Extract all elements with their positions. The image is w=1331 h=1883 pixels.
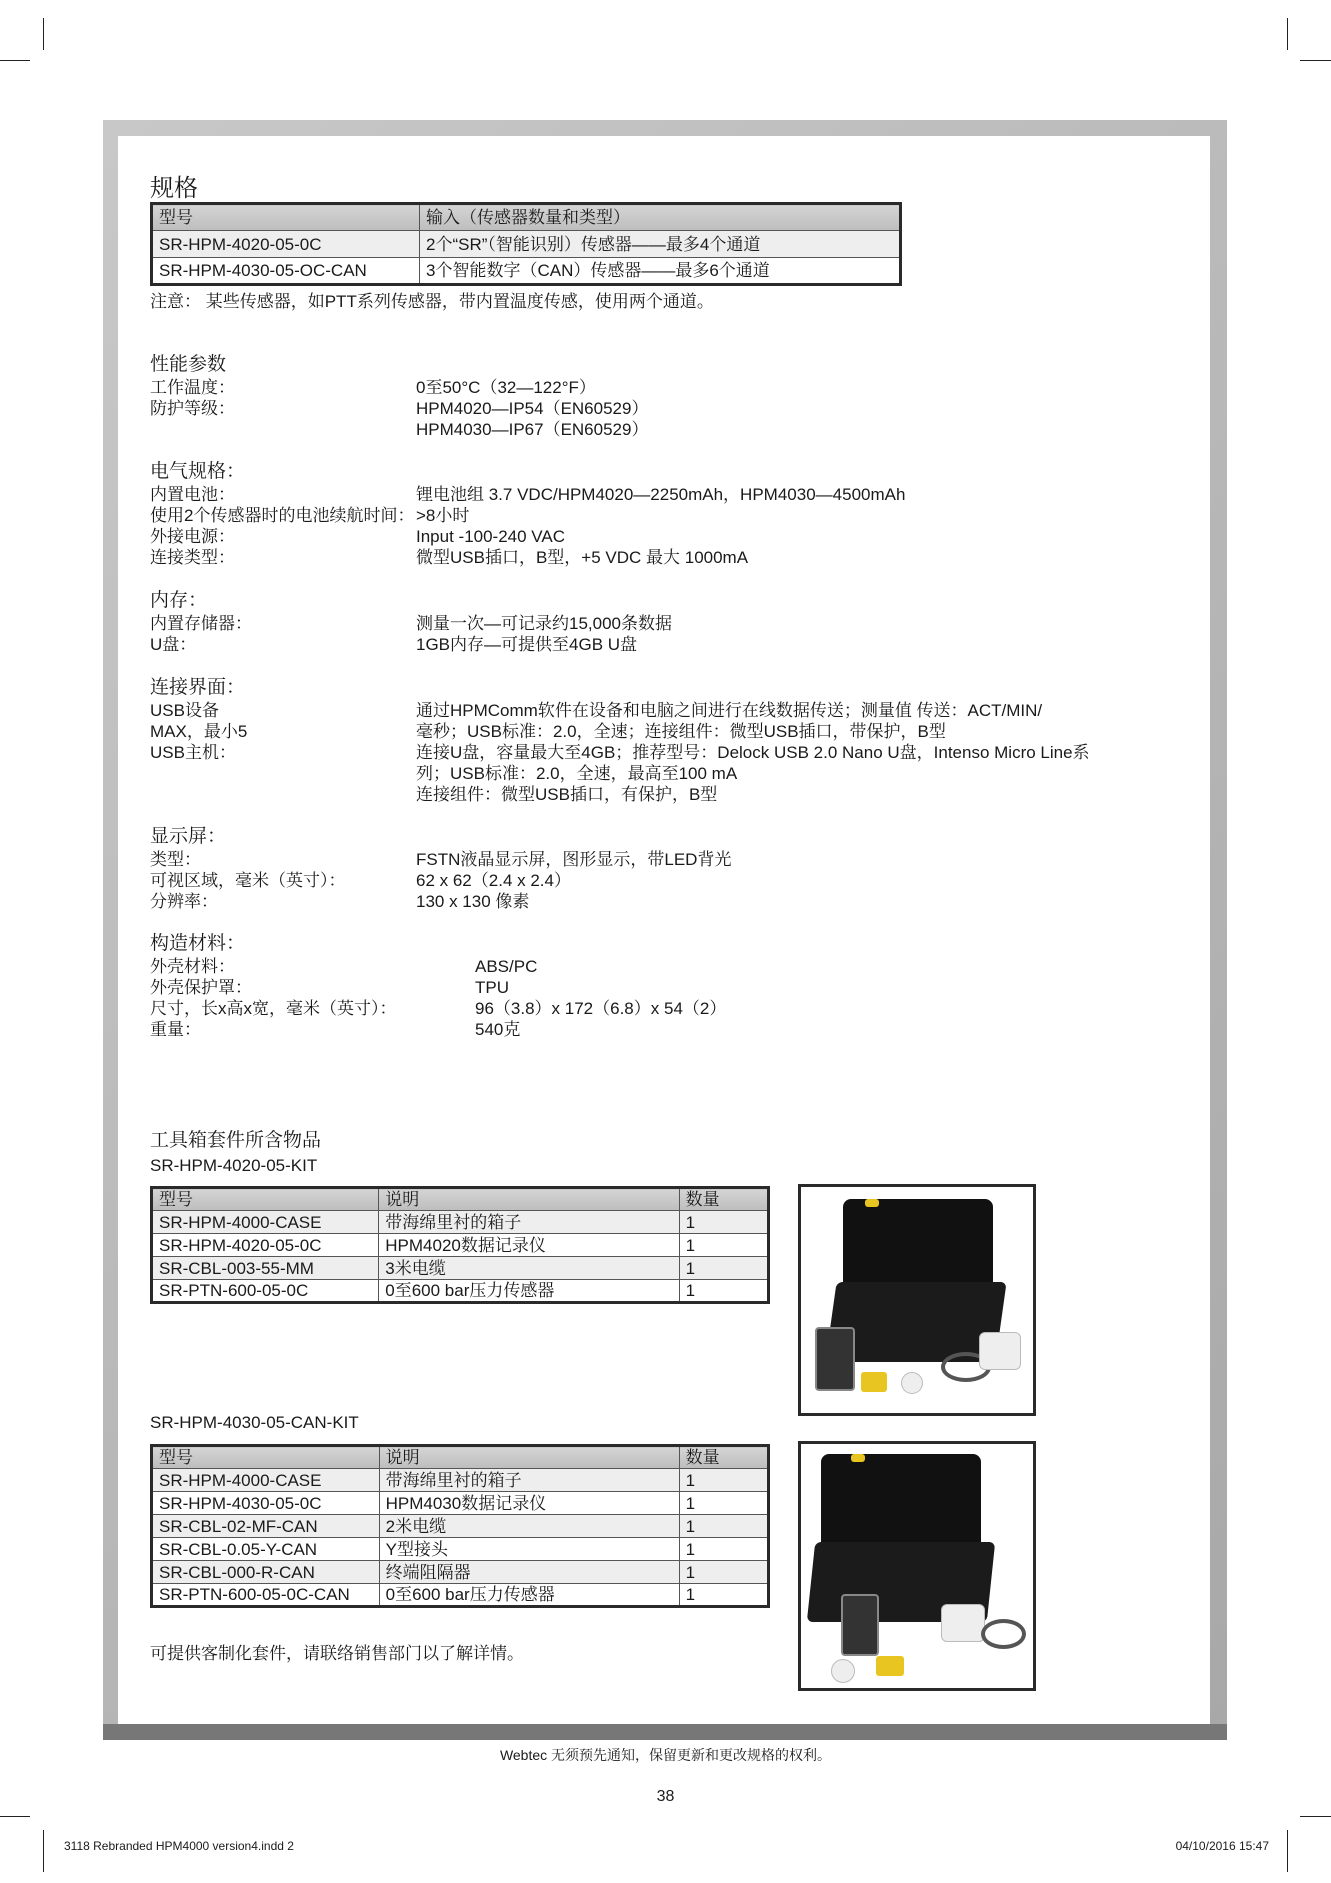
spec-label: 外壳保护罩：	[150, 978, 252, 997]
spec-label: 类型：	[150, 850, 201, 869]
spec-label: MAX，最小5	[150, 722, 248, 741]
col-header: 说明	[379, 1446, 679, 1469]
cell: SR-CBL-02-MF-CAN	[152, 1515, 380, 1538]
cell: SR-CBL-003-55-MM	[152, 1257, 379, 1280]
cell: 1	[679, 1538, 768, 1561]
spec-label: 防护等级：	[150, 399, 235, 418]
col-header: 数量	[679, 1188, 768, 1211]
spec-value: 540克	[475, 1020, 521, 1039]
cell: 1	[679, 1469, 768, 1492]
page-number: 38	[656, 1788, 675, 1805]
spec-value: 列；USB标准：2.0，全速，最高至100 mA	[416, 764, 738, 783]
col-header: 说明	[379, 1188, 679, 1211]
table-row	[152, 1211, 769, 1234]
cell: SR-HPM-4030-05-0C	[152, 1492, 380, 1515]
kit2-name: SR-HPM-4030-05-CAN-KIT	[150, 1413, 359, 1432]
spec-label: 分辨率：	[150, 892, 218, 911]
cell: 0至600 bar压力传感器	[379, 1584, 679, 1607]
cell: 1	[679, 1211, 768, 1234]
table-row	[152, 1538, 769, 1561]
cell: 带海绵里衬的箱子	[379, 1211, 679, 1234]
spec-label: 内置电池：	[150, 485, 235, 504]
spec-title: 规格	[150, 175, 198, 202]
spec-value: 62 x 62（2.4 x 2.4）	[416, 871, 571, 890]
cell: 1	[679, 1515, 768, 1538]
cell: SR-HPM-4020-05-0C	[152, 1234, 379, 1257]
section-title: 内存：	[150, 590, 208, 611]
spec-label: U盘：	[150, 635, 197, 654]
cell: 3个智能数字（CAN）传感器——最多6个通道	[420, 258, 901, 285]
col-header: 数量	[679, 1446, 768, 1469]
cell: SR-PTN-600-05-0C-CAN	[152, 1584, 380, 1607]
cell: 2个“SR”（智能识别）传感器——最多4个通道	[420, 231, 901, 258]
col-header: 型号	[152, 1188, 379, 1211]
table-row	[152, 1561, 769, 1584]
cell: SR-CBL-0.05-Y-CAN	[152, 1538, 380, 1561]
kit2-table	[150, 1444, 770, 1608]
col-header: 型号	[152, 204, 420, 231]
cell: SR-HPM-4020-05-0C	[152, 231, 420, 258]
spec-value: 锂电池组 3.7 VDC/HPM4020—2250mAh，HPM4030—4500mAh	[416, 485, 906, 504]
cell: SR-CBL-000-R-CAN	[152, 1561, 380, 1584]
table-row	[152, 1584, 769, 1607]
spec-value: Input -100-240 VAC	[416, 527, 565, 546]
spec-value: HPM4030—IP67（EN60529）	[416, 420, 649, 439]
spec-value: 微型USB插口，B型，+5 VDC 最大 1000mA	[416, 548, 749, 567]
spec-label: 可视区域，毫米（英寸）：	[150, 871, 346, 890]
crop-mark	[0, 60, 30, 61]
cell: SR-HPM-4000-CASE	[152, 1469, 380, 1492]
cell: 1	[679, 1584, 768, 1607]
spec-value: HPM4020—IP54（EN60529）	[416, 399, 649, 418]
section-title: 构造材料：	[150, 933, 246, 954]
spec-label: 外接电源：	[150, 527, 235, 546]
spec-label: 连接类型：	[150, 548, 235, 567]
cell: 1	[679, 1257, 768, 1280]
table-row	[152, 1280, 769, 1303]
spec-value: >8小时	[416, 506, 470, 525]
print-date: 04/10/2016 15:47	[1175, 1839, 1269, 1853]
model-table	[150, 202, 902, 286]
table-row	[152, 258, 901, 285]
section-title: 显示屏：	[150, 826, 227, 847]
spec-label: 尺寸，长x高x宽，毫米（英寸）：	[150, 999, 397, 1018]
col-header: 型号	[152, 1446, 380, 1469]
table-row	[152, 1515, 769, 1538]
spec-value: 1GB内存—可提供至4GB U盘	[416, 635, 638, 654]
spec-value: TPU	[475, 978, 509, 997]
spec-label: USB设备	[150, 701, 219, 720]
disclaimer: Webtec 无须预先通知，保留更新和更改规格的权利。	[499, 1747, 832, 1763]
cell: 1	[679, 1280, 768, 1303]
kits-title: 工具箱套件所含物品	[150, 1130, 322, 1151]
cell: 2米电缆	[379, 1515, 679, 1538]
spec-value: ABS/PC	[475, 957, 538, 976]
cell: 0至600 bar压力传感器	[379, 1280, 679, 1303]
cell: 带海绵里衬的箱子	[379, 1469, 679, 1492]
crop-mark	[1287, 1830, 1288, 1872]
crop-mark	[43, 1830, 44, 1872]
spec-value: 96（3.8）x 172（6.8）x 54（2）	[475, 999, 727, 1018]
cell: HPM4020数据记录仪	[379, 1234, 679, 1257]
col-header: 输入（传感器数量和类型）	[420, 204, 901, 231]
table-row	[152, 1234, 769, 1257]
spec-label: USB主机：	[150, 743, 236, 762]
table-row	[152, 1492, 769, 1515]
kit1-table	[150, 1186, 770, 1304]
cell: Y型接头	[379, 1538, 679, 1561]
spec-value: FSTN液晶显示屏，图形显示，带LED背光	[416, 850, 732, 869]
spec-label: 重量：	[150, 1020, 201, 1039]
kit2-photo	[798, 1441, 1036, 1691]
kit1-photo	[798, 1184, 1036, 1416]
spec-value: 连接U盘，容量最大至4GB；推荐型号：Delock USB 2.0 Nano U盘，Intenso Micro Line系	[416, 743, 1090, 762]
spec-value: 测量一次—可记录约15,000条数据	[416, 614, 672, 633]
crop-mark	[1287, 18, 1288, 50]
spec-label: 工作温度：	[150, 378, 235, 397]
spec-value: 0至50°C（32—122°F）	[416, 378, 596, 397]
cell: 终端阻隔器	[379, 1561, 679, 1584]
crop-mark	[1300, 60, 1331, 61]
file-name: 3118 Rebranded HPM4000 version4.indd 2	[64, 1839, 294, 1853]
cell: 1	[679, 1492, 768, 1515]
section-title: 性能参数	[150, 354, 227, 375]
spec-label: 内置存储器：	[150, 614, 252, 633]
table-row	[152, 231, 901, 258]
crop-mark	[43, 18, 44, 50]
spec-label: 使用2个传感器时的电池续航时间：	[150, 506, 415, 525]
cell: 3米电缆	[379, 1257, 679, 1280]
cell: SR-HPM-4000-CASE	[152, 1211, 379, 1234]
section-title: 电气规格：	[150, 461, 246, 482]
spec-value: 通过HPMComm软件在设备和电脑之间进行在线数据传送；测量值 传送：ACT/MIN/	[416, 701, 1043, 720]
spec-value: 130 x 130 像素	[416, 892, 530, 911]
cell: 1	[679, 1234, 768, 1257]
cell: HPM4030数据记录仪	[379, 1492, 679, 1515]
crop-mark	[0, 1816, 30, 1817]
spec-note: 注意： 某些传感器，如PTT系列传感器，带内置温度传感，使用两个通道。	[150, 292, 714, 311]
custom-kit-note: 可提供客制化套件，请联络销售部门以了解详情。	[150, 1644, 524, 1663]
spec-label: 外壳材料：	[150, 957, 235, 976]
crop-mark	[1300, 1816, 1331, 1817]
spec-value: 毫秒；USB标准：2.0，全速；连接组件：微型USB插口，带保护，B型	[416, 722, 946, 741]
cell: SR-PTN-600-05-0C	[152, 1280, 379, 1303]
spec-value: 连接组件：微型USB插口，有保护，B型	[416, 785, 718, 804]
kit1-name: SR-HPM-4020-05-KIT	[150, 1156, 318, 1175]
table-row	[152, 1469, 769, 1492]
cell: 1	[679, 1561, 768, 1584]
cell: SR-HPM-4030-05-OC-CAN	[152, 258, 420, 285]
table-row	[152, 1257, 769, 1280]
section-title: 连接界面：	[150, 677, 246, 698]
